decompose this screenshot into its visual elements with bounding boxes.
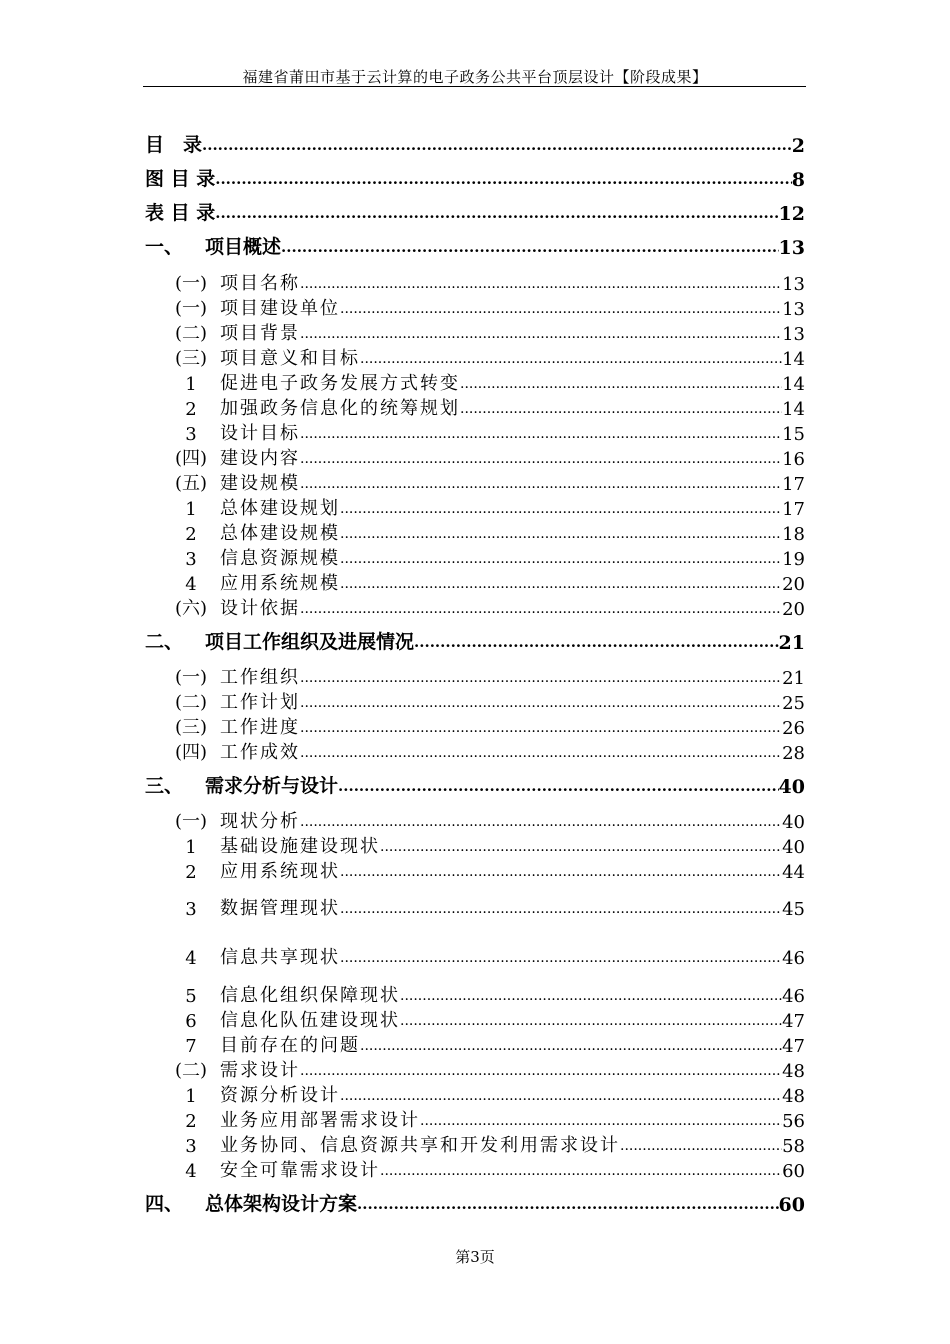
- dot-leader: [300, 809, 782, 833]
- toc-entry-number: 二、: [145, 631, 184, 653]
- toc-entry-number: 3: [185, 549, 197, 570]
- toc-entry-page: 13: [782, 299, 805, 320]
- toc-entry-title: 信息化组织保障现状: [220, 985, 400, 1006]
- toc-entry-title: 项目名称: [220, 273, 300, 294]
- toc-entry-number: 四、: [145, 1193, 184, 1215]
- toc-entry[interactable]: [145, 834, 805, 858]
- toc-entry-number: 3: [185, 1136, 197, 1157]
- toc-entry-number: 1: [185, 499, 197, 520]
- toc-entry[interactable]: [145, 296, 805, 320]
- dot-leader: [340, 1083, 782, 1107]
- toc-entry-title: 业务应用部署需求设计: [220, 1110, 420, 1131]
- toc-entry-title: 应用系统规模: [220, 573, 340, 594]
- toc-entry-number: (二): [174, 323, 208, 344]
- toc-entry-number: 2: [185, 862, 197, 883]
- dot-leader: [300, 596, 782, 620]
- toc-entry-page: 45: [782, 899, 805, 920]
- dot-leader: [360, 1033, 782, 1057]
- toc-entry-title: 工作组织: [220, 667, 300, 688]
- toc-entry-number: 2: [185, 399, 197, 420]
- toc-entry-page: 14: [782, 374, 805, 395]
- toc-entry[interactable]: [145, 1192, 805, 1216]
- dot-leader: [300, 271, 782, 295]
- toc-entry[interactable]: [145, 167, 805, 191]
- toc-entry-title: 信息资源规模: [220, 548, 340, 569]
- toc-entry-title: 总体架构设计方案: [205, 1193, 358, 1215]
- toc-entry-title: 信息共享现状: [220, 947, 340, 968]
- toc-entry-number: 5: [185, 986, 197, 1007]
- toc-entry-page: 60: [778, 1194, 805, 1216]
- toc-entry-title: 项目工作组织及进展情况: [205, 631, 415, 653]
- toc-entry-page: 47: [782, 1011, 805, 1032]
- dot-leader: [340, 496, 782, 520]
- dot-leader: [215, 167, 792, 191]
- toc-entry-page: 13: [782, 324, 805, 345]
- dot-leader: [300, 665, 782, 689]
- dot-leader: [460, 371, 782, 395]
- toc-entry[interactable]: [145, 346, 805, 370]
- dot-leader: [620, 1133, 782, 1157]
- toc-entry[interactable]: [145, 740, 805, 764]
- toc-entry-title: 工作成效: [220, 742, 300, 763]
- toc-entry[interactable]: [145, 571, 805, 595]
- toc-entry[interactable]: [145, 596, 805, 620]
- toc-entry-title: 工作进度: [220, 717, 300, 738]
- toc-entry-page: 16: [782, 449, 805, 470]
- toc-entry-title: 工作计划: [220, 692, 300, 713]
- toc-entry[interactable]: [145, 133, 805, 157]
- toc-entry-number: (三): [174, 348, 208, 369]
- toc-entry[interactable]: [145, 271, 805, 295]
- toc-entry-page: 46: [782, 948, 805, 969]
- toc-entry-title: 需求设计: [220, 1060, 300, 1081]
- toc-entry-number: 3: [185, 424, 197, 445]
- toc-entry-title: 总体建设规模: [220, 523, 340, 544]
- running-header: 福建省莆田市基于云计算的电子政务公共平台顶层设计【阶段成果】: [242, 68, 708, 86]
- toc-entry-title: 图 目 录: [145, 168, 216, 190]
- dot-leader: [357, 1192, 779, 1216]
- dot-leader: [338, 774, 779, 798]
- toc-entry[interactable]: [145, 396, 805, 420]
- toc-entry-number: 4: [185, 948, 197, 969]
- dot-leader: [360, 346, 782, 370]
- toc-entry[interactable]: [145, 371, 805, 395]
- toc-entry-title: 目前存在的问题: [220, 1035, 360, 1056]
- toc-entry-title: 业务协同、信息资源共享和开发利用需求设计: [220, 1135, 620, 1156]
- toc-entry-title: 项目建设单位: [220, 298, 340, 319]
- dot-leader: [340, 521, 782, 545]
- toc-entry[interactable]: [145, 945, 805, 969]
- toc-entry-number: (二): [174, 1060, 208, 1081]
- toc-entry-page: 56: [782, 1111, 805, 1132]
- toc-entry-page: 48: [782, 1061, 805, 1082]
- toc-entry[interactable]: [145, 690, 805, 714]
- dot-leader: [202, 133, 792, 157]
- dot-leader: [340, 296, 782, 320]
- toc-entry[interactable]: [145, 809, 805, 833]
- dot-leader: [300, 690, 782, 714]
- toc-entry[interactable]: [145, 896, 805, 920]
- toc-entry-number: 2: [185, 524, 197, 545]
- toc-entry-page: 21: [778, 632, 805, 654]
- toc-entry[interactable]: [145, 665, 805, 689]
- dot-leader: [400, 983, 782, 1007]
- toc-entry-page: 48: [782, 1086, 805, 1107]
- toc-entry[interactable]: [145, 496, 805, 520]
- dot-leader: [300, 471, 782, 495]
- dot-leader: [300, 715, 782, 739]
- dot-leader: [380, 834, 782, 858]
- dot-leader: [300, 740, 782, 764]
- toc-entry[interactable]: [145, 201, 805, 225]
- header-rule: [143, 86, 806, 87]
- toc-entry-title: 现状分析: [220, 811, 300, 832]
- toc-entry-number: (五): [174, 473, 208, 494]
- toc-entry-page: 13: [778, 237, 805, 259]
- toc-entry-title: 项目背景: [220, 323, 300, 344]
- toc-entry-title: 设计目标: [220, 423, 300, 444]
- dot-leader: [414, 630, 779, 654]
- toc-entry-title: 加强政务信息化的统筹规划: [220, 398, 460, 419]
- toc-entry[interactable]: [145, 1008, 805, 1032]
- toc-entry[interactable]: [145, 546, 805, 570]
- toc-entry[interactable]: [145, 630, 805, 654]
- toc-entry-title: 数据管理现状: [220, 898, 340, 919]
- toc-entry-page: 44: [782, 862, 805, 883]
- dot-leader: [340, 546, 782, 570]
- toc-entry[interactable]: [145, 1033, 805, 1057]
- toc-entry-number: 3: [185, 899, 197, 920]
- toc-entry-number: (三): [174, 717, 208, 738]
- toc-entry-page: 40: [782, 812, 805, 833]
- toc-entry-number: 7: [185, 1036, 197, 1057]
- toc-entry[interactable]: [145, 1058, 805, 1082]
- toc-entry-page: 40: [778, 776, 805, 798]
- toc-entry[interactable]: [145, 471, 805, 495]
- toc-entry[interactable]: [145, 859, 805, 883]
- toc-entry-title: 建设规模: [220, 473, 300, 494]
- dot-leader: [300, 1058, 782, 1082]
- toc-entry-number: 三、: [145, 775, 184, 797]
- toc-entry-number: (二): [174, 692, 208, 713]
- toc-entry-title: 设计依据: [220, 598, 300, 619]
- toc-entry-page: 26: [782, 718, 805, 739]
- toc-entry-number: 4: [185, 574, 197, 595]
- toc-entry-number: 6: [185, 1011, 197, 1032]
- toc-entry-page: 21: [782, 668, 805, 689]
- dot-leader: [300, 421, 782, 445]
- toc-entry-page: 46: [782, 986, 805, 1007]
- page-number: 第3页: [455, 1248, 495, 1266]
- toc-entry-number: (一): [174, 667, 208, 688]
- toc-entry-title: 项目概述: [205, 236, 282, 258]
- toc-entry-number: 1: [185, 374, 197, 395]
- toc-entry-page: 2: [791, 135, 805, 157]
- toc-entry-page: 17: [782, 499, 805, 520]
- dot-leader: [460, 396, 782, 420]
- toc-entry[interactable]: [145, 1083, 805, 1107]
- toc-entry-title: 安全可靠需求设计: [220, 1160, 380, 1181]
- toc-entry[interactable]: [145, 421, 805, 445]
- toc-entry-number: (一): [174, 298, 208, 319]
- toc-entry-page: 60: [782, 1161, 805, 1182]
- toc-entry-page: 12: [778, 203, 805, 225]
- dot-leader: [300, 446, 782, 470]
- toc-entry-title: 促进电子政务发展方式转变: [220, 373, 460, 394]
- toc-entry-number: (六): [174, 598, 208, 619]
- toc-entry-page: 18: [782, 524, 805, 545]
- toc-entry-page: 25: [782, 693, 805, 714]
- toc-entry-title: 资源分析设计: [220, 1085, 340, 1106]
- toc-entry-title: 目 录: [145, 134, 203, 156]
- toc-entry-title: 总体建设规划: [220, 498, 340, 519]
- toc-entry[interactable]: [145, 321, 805, 345]
- dot-leader: [420, 1108, 782, 1132]
- toc-entry[interactable]: [145, 983, 805, 1007]
- toc-entry-number: 1: [185, 837, 197, 858]
- toc-entry-number: (一): [174, 273, 208, 294]
- toc-entry-page: 58: [782, 1136, 805, 1157]
- toc-entry-page: 8: [791, 169, 805, 191]
- toc-entry-number: (四): [174, 742, 208, 763]
- dot-leader: [215, 201, 778, 225]
- dot-leader: [340, 945, 782, 969]
- toc-entry-page: 15: [782, 424, 805, 445]
- dot-leader: [340, 859, 782, 883]
- toc-entry-number: 4: [185, 1161, 197, 1182]
- dot-leader: [340, 571, 782, 595]
- toc-entry[interactable]: [145, 521, 805, 545]
- toc-entry-page: 19: [782, 549, 805, 570]
- toc-entry-title: 基础设施建设现状: [220, 836, 380, 857]
- toc-entry-title: 应用系统现状: [220, 861, 340, 882]
- toc-entry-page: 28: [782, 743, 805, 764]
- toc-entry-page: 20: [782, 574, 805, 595]
- toc-entry-title: 建设内容: [220, 448, 300, 469]
- toc-entry-page: 14: [782, 349, 805, 370]
- toc-entry-number: (四): [174, 448, 208, 469]
- toc-entry-page: 40: [782, 837, 805, 858]
- dot-leader: [400, 1008, 782, 1032]
- toc-entry[interactable]: [145, 1133, 805, 1157]
- toc-entry[interactable]: [145, 235, 805, 259]
- toc-entry[interactable]: [145, 774, 805, 798]
- toc-entry-page: 14: [782, 399, 805, 420]
- toc-entry-number: 2: [185, 1111, 197, 1132]
- toc-entry-number: (一): [174, 811, 208, 832]
- toc-entry-title: 表 目 录: [145, 202, 216, 224]
- dot-leader: [340, 896, 782, 920]
- dot-leader: [380, 1158, 782, 1182]
- toc-entry[interactable]: [145, 715, 805, 739]
- toc-entry[interactable]: [145, 446, 805, 470]
- toc-entry-title: 信息化队伍建设现状: [220, 1010, 400, 1031]
- toc-entry-page: 13: [782, 274, 805, 295]
- toc-entry[interactable]: [145, 1108, 805, 1132]
- toc-entry-number: 一、: [145, 236, 184, 258]
- toc-entry[interactable]: [145, 1158, 805, 1182]
- toc-entry-title: 需求分析与设计: [205, 775, 339, 797]
- dot-leader: [300, 321, 782, 345]
- dot-leader: [281, 235, 779, 259]
- toc-entry-page: 17: [782, 474, 805, 495]
- toc-entry-page: 20: [782, 599, 805, 620]
- toc-entry-title: 项目意义和目标: [220, 348, 360, 369]
- toc-entry-page: 47: [782, 1036, 805, 1057]
- toc-entry-number: 1: [185, 1086, 197, 1107]
